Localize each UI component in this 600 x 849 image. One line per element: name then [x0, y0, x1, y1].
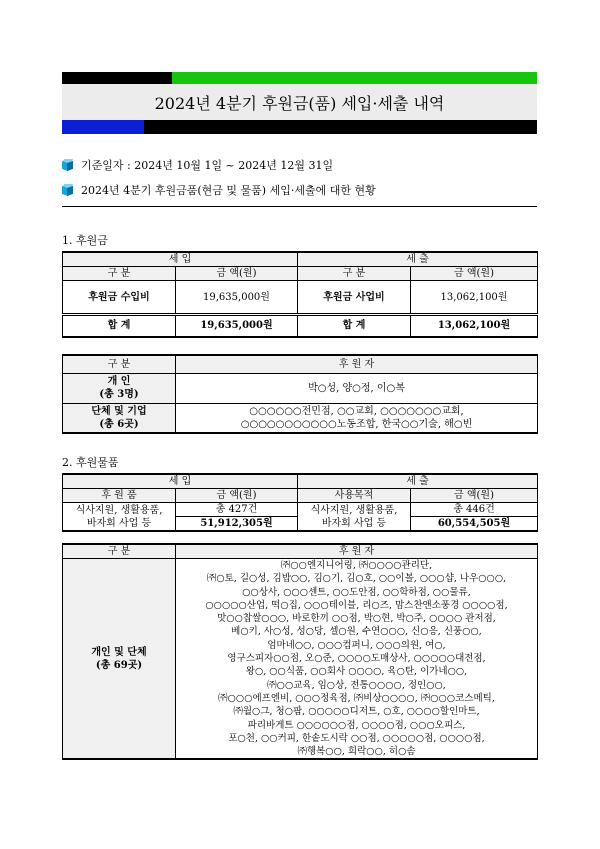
org-donors [176, 403, 538, 433]
goods-expense-count: 총 446건 [411, 503, 538, 517]
goods-income-amount: 51,912,305원 [176, 517, 298, 532]
header-category: 구 분 [63, 355, 176, 373]
header-amount: 금 액(원) [176, 489, 298, 503]
info-summary-text: 2024년 4분기 후원금품(현금 및 물품) 세입·세출에 대한 현황 [81, 184, 376, 197]
expense-amount: 13,062,100원 [411, 281, 538, 315]
individual-label [63, 373, 176, 403]
donor-line: ㈜○토, 길○성, 김밥○○, 김○기, 김○호, ○○이볼, ○○○샵, 나우○○○, [206, 573, 507, 585]
goods-income-expense-table [62, 473, 538, 532]
header-item: 후 원 품 [63, 489, 176, 503]
expense-item: 후원금 사업비 [298, 281, 411, 315]
section-heading-cash: 1. 후원금 [62, 234, 108, 247]
goods-expense-amount: 60,554,505원 [411, 517, 538, 532]
title-band-black [62, 72, 172, 84]
group-label-text: 개인 및 단체 [91, 646, 147, 658]
donor-line: 왕○, ○○식품, ○○회사 ○○○○, 육○탄, 이가네○○, [245, 666, 468, 678]
section-heading-goods: 2. 후원물품 [62, 456, 119, 469]
goods-expense-item-line: 바자회 사업 등 [321, 517, 387, 529]
header-expense: 세 출 [298, 252, 538, 267]
goods-income-count: 총 427건 [176, 503, 298, 517]
goods-income-item [63, 503, 176, 532]
total-expense: 13,062,100원 [411, 315, 538, 337]
individual-label-text: 개 인 [107, 376, 131, 387]
title-band-blue [62, 120, 144, 134]
total-label: 합 계 [298, 315, 411, 337]
income-amount: 19,635,000원 [176, 281, 298, 315]
org-donors-line: ○○○○○○전민점, ○○교회, ○○○○○○○교회, [249, 405, 464, 417]
goods-expense-item-line: 식사지원, 생활용품, [310, 504, 398, 516]
donor-line: ㈜○○엔지니어링, ㈜○○○○관리단, [280, 560, 433, 571]
org-count: (총 6곳) [99, 418, 139, 430]
header-category: 구 분 [63, 267, 176, 281]
header-category: 구 분 [298, 267, 411, 281]
group-label [63, 559, 176, 760]
donor-line: ○○상사, ○○○센트, ○○도안점, ○○학하점, ○○물류, [242, 586, 471, 598]
donor-line: ㈜행복○○, 희락○○, 히○솜 [297, 746, 416, 758]
info-line-date [62, 157, 333, 173]
header-donor: 후 원 자 [176, 355, 538, 373]
group-count: (총 69곳) [95, 659, 143, 671]
donor-line: 엄마네○○, ○○○컴퍼니, ○○○의원, 여○, [267, 639, 446, 651]
donor-line: ㈜월○그, 청○팜, ○○○○○디저트, ○호, ○○○○할인마트, [233, 706, 480, 718]
goods-income-item-line: 식사지원, 생활용품, [75, 504, 163, 516]
goods-expense-item [298, 503, 411, 532]
header-purpose: 사용목적 [298, 489, 411, 503]
donor-line: ○○○○○산업, 떡○집, ○○○테이블, 리○즈, 맘스찬앤소풍경 ○○○○점, [205, 599, 508, 611]
donor-line: ㈜○○교육, 임○상, 전통○○○○, 정인○○, [267, 679, 446, 691]
total-label: 합 계 [63, 315, 176, 337]
header-category: 구 분 [63, 544, 176, 559]
info-line-summary [62, 182, 376, 198]
cash-donor-table [62, 354, 538, 434]
document-title: 2024년 4분기 후원금(품) 세입·세출 내역 [62, 84, 537, 120]
donor-line: 파리바게트 ○○○○○○점, ○○○○점, ○○○오피스, [247, 719, 466, 731]
cash-income-expense-table [62, 251, 538, 338]
individual-count: (총 3명) [99, 389, 139, 400]
goods-income-item-line: 바자회 사업 등 [86, 517, 152, 529]
donor-line: 베○키, 사○성, 성○당, 셀○원, 수연○○○, 신○응, 신풍○○, [231, 626, 482, 638]
org-label [63, 403, 176, 433]
group-donors [176, 559, 538, 760]
cube-icon [62, 160, 73, 171]
individual-donors: 박○성, 양○정, 이○복 [176, 373, 538, 403]
header-donor: 후 원 자 [176, 544, 538, 559]
donor-line: 영구스피자○○점, 오○준, ○○○○도매상사, ○○○○○대전점, [227, 653, 486, 665]
header-income: 세 입 [63, 474, 298, 489]
info-date-text: 기준일자 : 2024년 10월 1일 ~ 2024년 12월 31일 [81, 159, 334, 172]
goods-donor-table [62, 543, 538, 760]
header-expense: 세 출 [298, 474, 538, 489]
header-amount: 금 액(원) [176, 267, 298, 281]
org-label-text: 단체 및 기업 [91, 405, 147, 417]
org-donors-line: ○○○○○○○○○○○노동조합, 한국○○기술, 해○빈 [240, 418, 473, 430]
donor-line: 포○천, ○○커피, 한솥도시락 ○○점, ○○○○○점, ○○○○점, [228, 732, 485, 744]
donor-line: 맛○○찹쌀○○○, 바로한끼 ○○점, 박○현, 박○주, ○○○○ 관저점, [217, 613, 496, 625]
cube-icon [62, 185, 73, 196]
donor-line: ㈜○○○에프엔비, ○○○정육점, ㈜비상○○○○, ㈜○○○코스메틱, [218, 692, 495, 704]
header-amount: 금 액(원) [411, 267, 538, 281]
header-income: 세 입 [63, 252, 298, 267]
header-amount: 금 액(원) [411, 489, 538, 503]
title-band-green [172, 72, 537, 84]
title-band-black-bottom [144, 120, 537, 134]
total-income: 19,635,000원 [176, 315, 298, 337]
divider [62, 206, 537, 207]
income-item: 후원금 수입비 [63, 281, 176, 315]
